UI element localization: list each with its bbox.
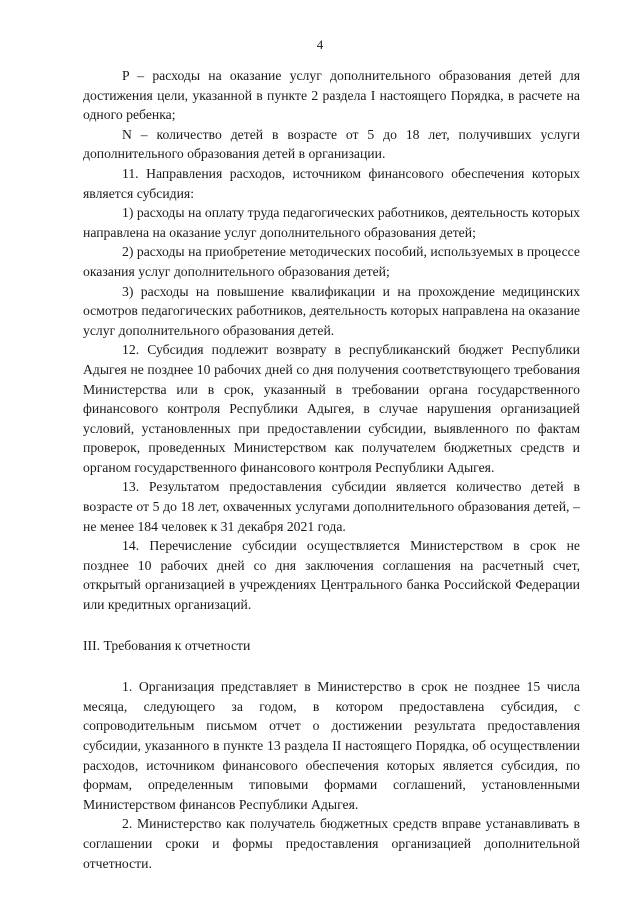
paragraph: 11. Направления расходов, источником финансового обеспечения которых является субсидия: (83, 165, 580, 201)
paragraph: P – расходы на оказание услуг дополнительного образования детей для достижения цели, указанной в пункте 2 раздела I настоящего Порядка, в расчете на одного ребенка; (83, 68, 580, 123)
paragraph: 13. Результатом предоставления субсидии является количество детей в возрасте от 5 до 18 лет, охваченных услугами дополнительного образования детей, – не менее 184 человек к 31 декабря 2021 года. (83, 479, 580, 534)
document-body (83, 66, 580, 873)
paragraph: 2) расходы на приобретение методических пособий, используемых в процессе оказания услуг дополнительного образования детей; (83, 244, 580, 279)
paragraph: 3) расходы на повышение квалификации и на прохождение медицинских осмотров педагогических работников, деятельность которых направлена на оказание услуг дополнительного образования детей. (83, 283, 580, 338)
page-number: 4 (316, 37, 324, 52)
paragraph: 1) расходы на оплату труда педагогических работников, деятельность которых направлена на оказание услуг дополнительного образования детей; (83, 205, 580, 240)
paragraph: 14. Перечисление субсидии осуществляется Министерством в срок не позднее 10 рабочих дней со дня заключения соглашения на расчетный счет, открытый организацией в учреждениях Центрального банка Российской Федерации или кредитных организаций. (83, 538, 580, 613)
section-heading: III. Требования к отчетности (83, 637, 251, 653)
paragraph: 12. Субсидия подлежит возврату в республиканский бюджет Республики Адыгея не позднее 10 рабочих дней со дня получения соответствующего требования Министерства или в срок, указанный в требовании органа государственного финансового контроля Республики Адыгея, в случае нарушения организацией условий, установленных при предоставлении субсидии, выявленного по фактам проверок, проведенных Министерством как получателем бюджетных средств и органом государственного финансового контроля Республики Адыгея. (83, 342, 580, 475)
paragraph: 1. Организация представляет в Министерство в срок не позднее 15 числа месяца, следующего за годом, в котором предоставлена субсидия, с сопроводительным письмом отчет о достижении результата предоставления субсидии, указанного в пункте 13 раздела II настоящего Порядка, об осуществлении расходов, источником финансового обеспечения которых является субсидия, по формам, определенным типовыми формами соглашений, установленными Министерством финансов Республики Адыгея. (83, 679, 580, 812)
paragraph: 2. Министерство как получатель бюджетных средств вправе устанавливать в соглашении сроки и формы предоставления организацией дополнительной отчетности. (83, 816, 580, 871)
paragraph: N – количество детей в возрасте от 5 до 18 лет, получивших услуги дополнительного образования детей в организации. (83, 126, 580, 162)
